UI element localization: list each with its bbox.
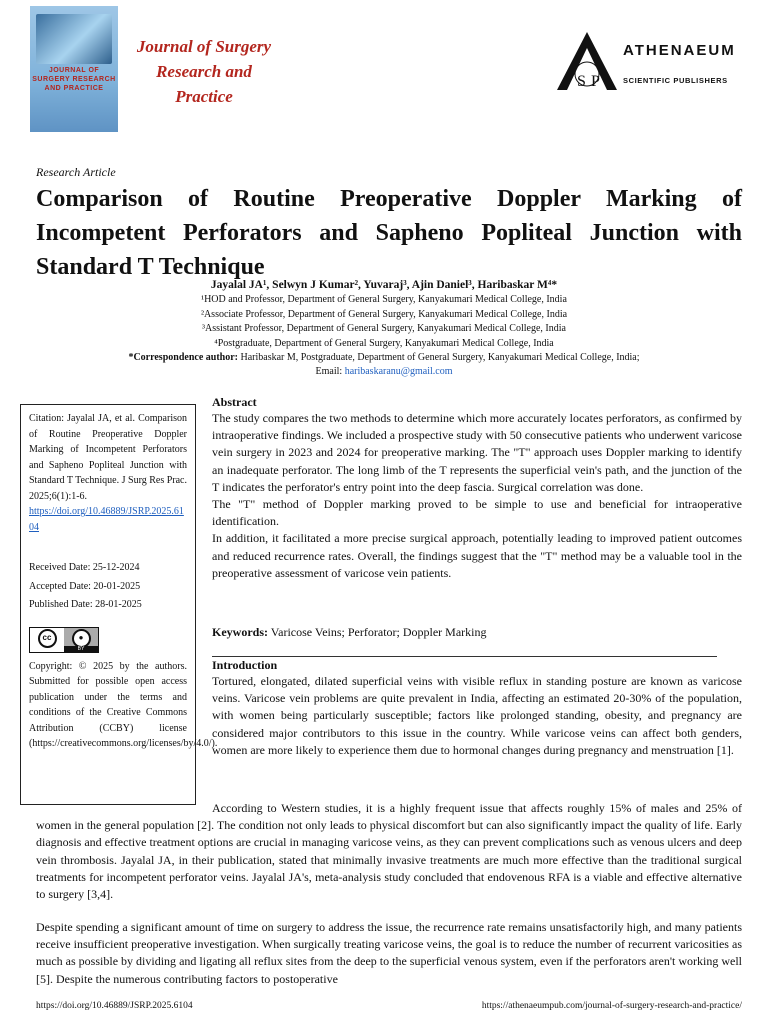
publisher-logo-icon [553, 30, 621, 92]
doi-link[interactable]: https://doi.org/10.46889/JSRP.2025.6104 [29, 506, 184, 533]
abstract-paragraph-3: In addition, it facilitated a more precise surgical approach, potentially leading to improved patient outcomes and reduced recurrence rates. Overall, the findings suggest that the "T" method may be a valuable tool in the preoperative assessment of varicose vein patients. [212, 531, 742, 580]
footer-doi[interactable]: https://doi.org/10.46889/JSRP.2025.6104 [36, 1001, 193, 1011]
received-date: Received Date: 25-12-2024 [29, 562, 140, 573]
correspondence-text: Haribaskar M, Postgraduate, Department of General Surgery, Kanyakumari Medical College, India; [237, 352, 640, 363]
published-date: Published Date: 28-01-2025 [29, 599, 142, 610]
email-label: Email: [315, 366, 345, 377]
journal-name-line3: Practice [175, 87, 233, 106]
email-link[interactable]: haribaskaranu@gmail.com [344, 366, 453, 377]
cover-photo [36, 14, 112, 64]
journal-name-line1: Journal of Surgery [136, 37, 272, 56]
abstract-paragraph-1: The study compares the two methods to determine which more accurately locates perforators, as confirmed by intraoperative findings. We included a prospective study with 50 consecutive patients who underwent varicose vein surgery in 2023 and 2024 for preoperative marking. The "T" approach uses Doppler marking to identify an inadequate perforator. The long limb of the T represents the superficial vein's path, and the junction of the T indicates the perforator's entry point into the deep fascia. Surgical correlation was done. [212, 411, 742, 494]
accepted-date: Accepted Date: 20-01-2025 [29, 580, 141, 592]
citation-text: Citation: Jayalal JA, et al. Comparison of Routine Preoperative Doppler Marking of Incompetent Perforators and Sapheno Popliteal Junction with Standard T Technique. J Surg Res Prac. 2025;6(1):1-6. [29, 413, 187, 502]
cover-title: JOURNAL OF SURGERY RESEARCH AND PRACTICE [32, 67, 116, 92]
journal-cover-image [30, 6, 118, 132]
svg-text:S: S [577, 73, 586, 90]
cc-by-license-icon[interactable] [29, 627, 99, 653]
abstract-heading: Abstract [212, 395, 257, 409]
affiliation-1: ¹HOD and Professor, Department of General Surgery, Kanyakumari Medical College, India [201, 294, 567, 305]
keywords-label: Keywords: [212, 625, 268, 639]
abstract-section [212, 395, 742, 582]
authors: Jayalal JA¹, Selwyn J Kumar², Yuvaraj³, Ajin Daniel³, Haribaskar M⁴* [210, 279, 558, 291]
keywords [212, 625, 742, 640]
cc-icon: cc [38, 629, 57, 648]
email-line [0, 366, 768, 377]
article-type: Research Article [36, 165, 116, 179]
affiliation-4: ⁴Postgraduate, Department of General Surgery, Kanyakumari Medical College, India [214, 338, 554, 349]
cc-by-label: BY [64, 646, 98, 653]
footer-url[interactable]: https://athenaeumpub.com/journal-of-surgery-research-and-practice/ [481, 1001, 742, 1011]
introduction-paragraph-1: Tortured, elongated, dilated superficial veins with visible reflux in standing posture are known as varicose veins. Varicose vein problems are quite prevalent in India, affecting an estimated 20-30% of the population, with women being particularly susceptible; factors like prolonged standing, obesity, and pregnancy are considered major contributors to this issue in the country. While varicose veins can affect both genders, women are more likely to experience them due to hormonal changes during pregnancy and menstruation [1]. [212, 674, 742, 757]
divider [212, 656, 717, 657]
affiliation-3: ³Assistant Professor, Department of General Surgery, Kanyakumari Medical College, India [202, 323, 566, 334]
correspondence-label: *Correspondence author: [128, 352, 238, 363]
citation-box [20, 404, 218, 805]
introduction-heading: Introduction [212, 658, 278, 672]
introduction-paragraph-3: Despite spending a significant amount of time on surgery to address the issue, the recurrence rate remains unsatisfactorily high, and many patients receive insufficient preoperative investigation. When surgically treating varicose veins, the goal is to reduce the number of recurrent varicosities as much as possible by dividing and ligating all reflux sites from the deep to the superficial venous system, even if the perforators aren't working well [5]. Despite the numerous contributing factors to postoperative [36, 920, 742, 986]
introduction-section [212, 658, 742, 759]
svg-text:P: P [591, 73, 600, 90]
copyright-text: Copyright: © 2025 by the authors. Submitted for possible open access publication under the terms and conditions of the Creative Commons Attribution (CCBY) license (https://creativecommons.org/licenses/by/4.0/). [29, 660, 218, 749]
journal-name-line2: Research and [156, 62, 252, 81]
introduction-paragraph-2: According to Western studies, it is a highly frequent issue that affects roughly 15% of males and 25% of women in the general population [2]. The condition not only leads to physical discomfort but can also significantly impact the quality of life. Early diagnosis and effective treatment options are crucial in managing varicose veins, as they can prevent complications such as venous ulcers and deep vein thrombosis. Jayalal JA, in their publication, stated that minimally invasive treatments are much more effective than the traditional surgical treatments for incompetent perforator veins. Jayalal JA's, meta-analysis study concluded that endovenous RFA is a viable and effective alternative to surgery [3,4]. [36, 801, 742, 902]
publisher-subtitle: SCIENTIFIC PUBLISHERS [623, 76, 728, 85]
affiliation-2: ²Associate Professor, Department of General Surgery, Kanyakumari Medical College, India [200, 309, 568, 320]
keywords-text: Varicose Veins; Perforator; Doppler Marking [268, 625, 487, 639]
journal-name [124, 34, 284, 109]
person-icon: ● [72, 629, 91, 648]
article-title: Comparison of Routine Preoperative Doppler Marking of Incompetent Perforators and Sapheno Popliteal Junction with Standard T Technique [36, 186, 742, 280]
abstract-paragraph-2: The "T" method of Doppler marking proved to be simple to use and beneficial for intraoperative identification. [212, 497, 742, 529]
correspondence [0, 352, 768, 363]
publisher-name: ATHENAEUM [623, 42, 736, 59]
